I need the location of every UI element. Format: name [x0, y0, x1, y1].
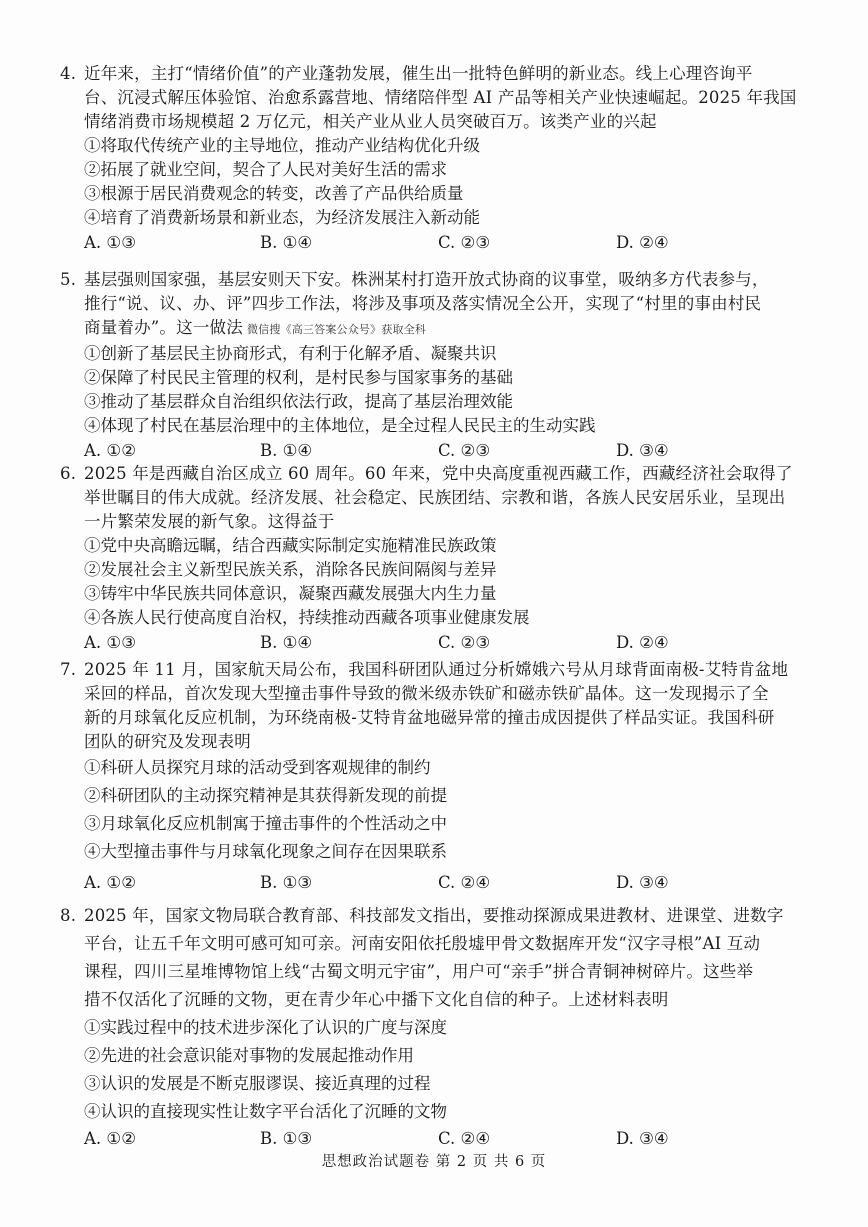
question-number: 4. — [60, 64, 77, 83]
statement-option: ②保障了村民民主管理的权利，是村民参与国家事务的基础 — [84, 368, 513, 387]
choice-c: C. ②④ — [438, 1129, 491, 1148]
question-5 — [60, 268, 820, 464]
statement-option: ②发展社会主义新型民族关系，消除各民族间隔阂与差异 — [84, 560, 497, 579]
question-stem-line: 团队的研究及发现表明 — [84, 732, 251, 751]
question-stem-line: 8. 2025 年，国家文物局联合教育部、科技部发文指出，要推动探源成果进教材、进课堂、进数字 — [60, 902, 820, 930]
statement-option: ④体现了村民在基层治理中的主体地位，是全过程人民民主的生动实践 — [84, 416, 596, 435]
statement-option: ④培育了消费新场景和新业态，为经济发展注入新动能 — [84, 208, 480, 227]
statement-option: ①党中央高瞻远瞩，结合西藏实际制定实施精准民族政策 — [84, 536, 497, 555]
choice-d: D. ③④ — [616, 1129, 669, 1148]
choice-b: B. ①③ — [260, 1129, 313, 1148]
question-stem-line: 一片繁荣发展的新气象。这得益于 — [84, 512, 335, 531]
statement-option: ②科研团队的主动探究精神是其获得新发现的前提 — [84, 786, 447, 805]
question-stem-line: 7. 2025 年 11 月，国家航天局公布，我国科研团队通过分析嫦娥六号从月球背面南极-艾特肯盆地 — [60, 658, 820, 682]
statement-option: ①将取代传统产业的主导地位，推动产业结构优化升级 — [84, 136, 480, 155]
question-stem-line: 采回的样品，首次发现大型撞击事件导致的微米级赤铁矿和磁赤铁矿晶体。这一发现揭示了全 — [84, 684, 769, 703]
question-stem-line: 6. 2025 年是西藏自治区成立 60 周年。60 年来，党中央高度重视西藏工作，西藏经济社会取得了 — [60, 462, 820, 486]
statement-option: ①科研人员探究月球的活动受到客观规律的制约 — [84, 758, 431, 777]
statement-option: ②拓展了就业空间，契合了人民对美好生活的需求 — [84, 160, 447, 179]
choice-c: C. ②③ — [438, 233, 491, 252]
question-stem-line: 新的月球氧化反应机制，为环绕南极-艾特肯盆地磁异常的撞击成因提供了样品实证。我国科研 — [84, 708, 775, 727]
statement-option: ①实践过程中的技术进步深化了认识的广度与深度 — [84, 1018, 447, 1037]
choice-c: C. ②④ — [438, 873, 491, 892]
choice-b: B. ①③ — [260, 873, 313, 892]
question-8 — [60, 902, 820, 1152]
question-stem-line: 举世瞩目的伟大成就。经济发展、社会稳定、民族团结、宗教和谐，各族人民安居乐业，呈现出 — [84, 488, 786, 507]
choice-b: B. ①④ — [260, 233, 313, 252]
statement-option: ③铸牢中华民族共同体意识，凝聚西藏发展强大内生力量 — [84, 584, 497, 603]
question-stem-line: 商量着办”。这一做法 微信搜《高三答案公众号》获取全科 — [84, 318, 427, 337]
question-stem-line: 情绪消费市场规模超 2 万亿元，相关产业从业人员突破百万。该类产业的兴起 — [84, 112, 657, 131]
choice-a: A. ①③ — [84, 233, 136, 252]
question-stem-line: 4. 近年来，主打“情绪价值”的产业蓬勃发展，催生出一批特色鲜明的新业态。线上心理咨询平 — [60, 62, 820, 86]
choice-b: B. ①④ — [260, 441, 313, 460]
choice-b: B. ①④ — [260, 633, 313, 652]
question-stem-line: 台、沉浸式解压体验馆、治愈系露营地、情绪陪伴型 AI 产品等相关产业快速崛起。2025 年我国 — [84, 88, 797, 107]
answer-choices — [60, 630, 820, 656]
choice-a: A. ①② — [84, 873, 136, 892]
question-number: 8. — [60, 906, 77, 925]
choice-d: D. ②④ — [616, 233, 669, 252]
choice-c: C. ②③ — [438, 633, 491, 652]
statement-option: ②先进的社会意识能对事物的发展起推动作用 — [84, 1046, 414, 1065]
statement-option: ④各族人民行使高度自治权，持续推动西藏各项事业健康发展 — [84, 608, 530, 627]
choice-a: A. ①② — [84, 441, 136, 460]
watermark-text: 微信搜《高三答案公众号》获取全科 — [246, 323, 427, 336]
statement-option: ③推动了基层群众自治组织依法行政，提高了基层治理效能 — [84, 392, 513, 411]
choice-d: D. ③④ — [616, 873, 669, 892]
question-stem-line: 推行“说、议、办、评”四步工作法，将涉及事项及落实情况全公开，实现了“村里的事由村民 — [84, 294, 762, 313]
answer-choices — [60, 870, 820, 896]
statement-option: ③认识的发展是不断克服谬误、接近真理的过程 — [84, 1074, 431, 1093]
statement-option: ③月球氧化反应机制寓于撞击事件的个性活动之中 — [84, 814, 447, 833]
statement-option: ③根源于居民消费观念的转变，改善了产品供给质量 — [84, 184, 464, 203]
choice-c: C. ②③ — [438, 441, 491, 460]
question-number: 5. — [60, 270, 77, 289]
question-7 — [60, 658, 820, 896]
choice-d: D. ②④ — [616, 633, 669, 652]
question-number: 7. — [60, 660, 77, 679]
choice-a: A. ①③ — [84, 633, 136, 652]
choice-d: D. ③④ — [616, 441, 669, 460]
question-stem-line: 课程，四川三星堆博物馆上线“古蜀文明元宇宙”，用户可“亲手”拼合青铜神树碎片。这些举 — [84, 962, 754, 981]
statement-option: ④认识的直接现实性让数字平台活化了沉睡的文物 — [84, 1102, 447, 1121]
statement-option: ①创新了基层民主协商形式，有利于化解矛盾、凝聚共识 — [84, 344, 497, 363]
question-stem-line: 5. 基层强则国家强，基层安则天下安。株洲某村打造开放式协商的议事堂，吸纳多方代表参与， — [60, 268, 820, 292]
question-4 — [60, 62, 820, 256]
answer-choices — [60, 438, 820, 464]
question-number: 6. — [60, 464, 77, 483]
statement-option: ④大型撞击事件与月球氧化现象之间存在因果联系 — [84, 842, 447, 861]
question-stem-line: 措不仅活化了沉睡的文物，更在青少年心中播下文化自信的种子。上述材料表明 — [84, 990, 669, 1009]
choice-a: A. ①② — [84, 1129, 136, 1148]
answer-choices — [60, 1126, 820, 1152]
question-6 — [60, 462, 820, 656]
question-stem-line: 平台，让五千年文明可感可知可亲。河南安阳依托殷墟甲骨文数据库开发“汉字寻根”AI 互动 — [84, 934, 761, 953]
page-footer: 思想政治试题卷 第 2 页 共 6 页 — [321, 1154, 547, 1170]
answer-choices — [60, 230, 820, 256]
